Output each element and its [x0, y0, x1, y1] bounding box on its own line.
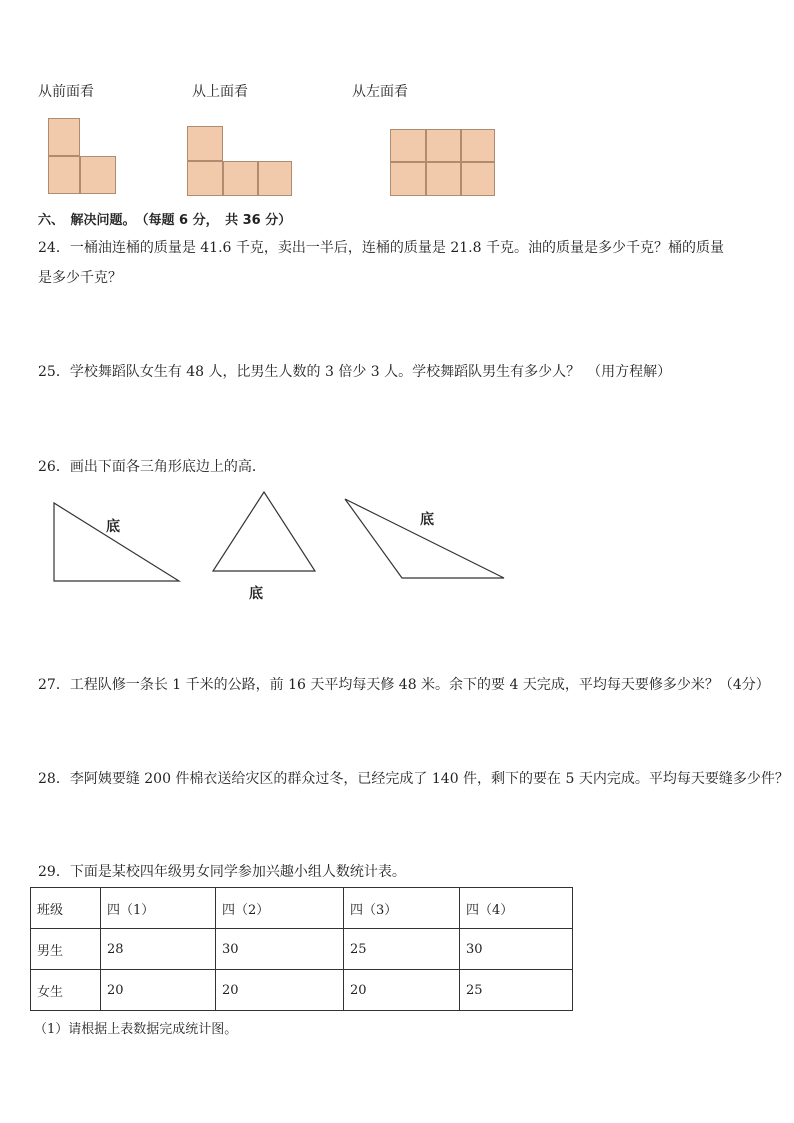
table-cell: 30: [216, 929, 344, 970]
table-cell: 28: [101, 929, 216, 970]
table-cell: 20: [344, 970, 460, 1011]
section-title: 六、 解决问题。 （每题 6 分， 共 36 分）: [38, 213, 292, 228]
question-28: 28．李阿姨要缝 200 件棉衣送给灾区的群众过冬，已经完成了 140 件，剩下的要在 5 天内完成。平均每天要缝多少件？: [38, 771, 789, 787]
question-27: 27．工程队修一条长 1 千米的公路，前 16 天平均每天修 48 米。余下的要 4 天完成，平均每天要修多少米？（4分）: [38, 677, 770, 693]
table-cell: 女生: [31, 970, 101, 1011]
table-cell: 20: [216, 970, 344, 1011]
triangle-2-base-label: 底: [249, 586, 263, 602]
table-cell: 男生: [31, 929, 101, 970]
obtuse-triangle: [345, 499, 504, 578]
table-header-cell: 四（1）: [101, 888, 216, 929]
left-view-label: 从左面看: [352, 84, 408, 100]
table-header-cell: 班级: [31, 888, 101, 929]
triangle-1-base-label: 底: [106, 519, 120, 535]
question-29-sub1: （1）请根据上表数据完成统计图。: [34, 1022, 238, 1037]
table-row: [31, 970, 573, 1011]
right-triangle: [54, 503, 179, 581]
triangle-3-base-label: 底: [420, 512, 434, 528]
table-header-cell: 四（2）: [216, 888, 344, 929]
table-header-cell: 四（4）: [460, 888, 573, 929]
question-26: 26．画出下面各三角形底边上的高．: [38, 459, 266, 475]
question-24-line2: 是多少千克？: [38, 270, 122, 286]
question-24-line1: 24．一桶油连桶的质量是 41.6 千克，卖出一半后，连桶的质量是 21.8 千克。油的质量是多少千克？桶的质量: [38, 240, 724, 256]
table-cell: 25: [460, 970, 573, 1011]
table-cell: 30: [460, 929, 573, 970]
acute-triangle: [213, 492, 315, 571]
interest-group-table: [30, 887, 573, 1011]
table-cell: 25: [344, 929, 460, 970]
top-view-label: 从上面看: [192, 84, 248, 100]
table-row: [31, 929, 573, 970]
front-view-label: 从前面看: [38, 84, 94, 100]
question-29: 29．下面是某校四年级男女同学参加兴趣小组人数统计表。: [38, 864, 406, 880]
table-header-row: [31, 888, 573, 929]
question-25: 25．学校舞蹈队女生有 48 人，比男生人数的 3 倍少 3 人。学校舞蹈队男生有多少人？ （用方程解）: [38, 364, 672, 380]
table-cell: 20: [101, 970, 216, 1011]
table-header-cell: 四（3）: [344, 888, 460, 929]
